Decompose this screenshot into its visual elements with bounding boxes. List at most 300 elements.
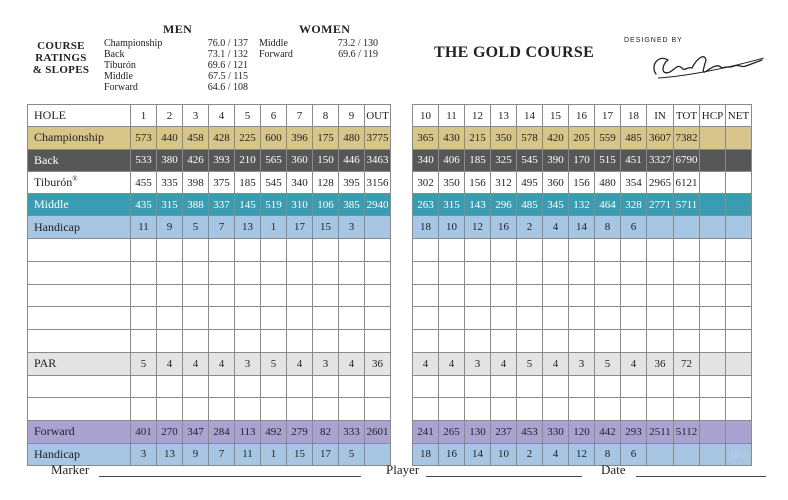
score-cell[interactable]	[131, 375, 157, 398]
score-cell[interactable]	[365, 375, 391, 398]
value-cell: 4	[543, 353, 569, 375]
score-cell[interactable]	[313, 375, 339, 398]
men-tee-name: Tiburón	[104, 60, 136, 71]
score-cell[interactable]	[131, 330, 157, 353]
score-cell[interactable]	[726, 284, 752, 307]
row-label-text: PAR	[34, 356, 57, 371]
value-cell: 293	[621, 421, 647, 443]
score-cell[interactable]	[157, 330, 183, 353]
entry-cell[interactable]	[726, 127, 752, 149]
score-cell[interactable]	[569, 375, 595, 398]
score-cell[interactable]	[700, 398, 726, 421]
value-cell: 2	[157, 105, 183, 127]
entry-cell[interactable]: HCP	[700, 105, 726, 127]
score-cell[interactable]	[287, 238, 313, 261]
score-cell[interactable]	[674, 261, 700, 284]
value-cell: 3775	[365, 127, 391, 149]
scorecard-table	[27, 104, 752, 466]
score-cell[interactable]	[261, 307, 287, 330]
value-cell: 12	[465, 105, 491, 127]
score-cell[interactable]	[465, 261, 491, 284]
value-cell: 1	[131, 105, 157, 127]
middle-row	[28, 194, 752, 216]
score-cell[interactable]	[647, 375, 674, 398]
value-cell: 398	[183, 171, 209, 193]
row-label	[28, 421, 131, 443]
score-cell[interactable]	[209, 238, 235, 261]
score-cell[interactable]	[700, 284, 726, 307]
entry-cell[interactable]	[700, 216, 726, 238]
value-cell: 545	[261, 171, 287, 193]
value-cell: 578	[517, 127, 543, 149]
value-cell: 396	[287, 127, 313, 149]
value-cell: 310	[287, 194, 313, 216]
score-cell[interactable]	[543, 375, 569, 398]
score-cell[interactable]	[569, 238, 595, 261]
value-cell: 7382	[674, 127, 700, 149]
score-cell[interactable]	[674, 375, 700, 398]
score-cell[interactable]	[543, 261, 569, 284]
value-cell: 4	[339, 353, 365, 375]
score-cell[interactable]	[413, 375, 439, 398]
value-cell: 464	[595, 194, 621, 216]
score-cell[interactable]	[621, 375, 647, 398]
men-tee-value: 67.5 / 115	[208, 71, 248, 82]
score-cell[interactable]	[543, 238, 569, 261]
score-cell[interactable]	[287, 398, 313, 421]
score-cell[interactable]	[287, 330, 313, 353]
score-cell[interactable]	[465, 375, 491, 398]
score-cell[interactable]	[261, 261, 287, 284]
score-cell[interactable]	[131, 261, 157, 284]
score-cell[interactable]	[157, 284, 183, 307]
score-cell[interactable]	[569, 284, 595, 307]
score-cell[interactable]	[287, 307, 313, 330]
score-cell[interactable]	[595, 375, 621, 398]
value-cell: 5	[517, 353, 543, 375]
score-cell[interactable]	[235, 307, 261, 330]
score-cell[interactable]	[339, 261, 365, 284]
score-cell[interactable]	[365, 284, 391, 307]
score-cell[interactable]	[700, 261, 726, 284]
value-cell: 406	[439, 149, 465, 171]
score-cell[interactable]	[595, 284, 621, 307]
score-cell[interactable]	[183, 284, 209, 307]
score-cell[interactable]	[491, 330, 517, 353]
men-tee-name: Forward	[104, 82, 138, 93]
entry-cell[interactable]	[726, 149, 752, 171]
score-cell[interactable]	[491, 261, 517, 284]
score-cell[interactable]	[235, 375, 261, 398]
score-cell[interactable]	[674, 307, 700, 330]
score-cell[interactable]	[413, 238, 439, 261]
value-cell: 270	[157, 421, 183, 443]
score-cell[interactable]	[287, 375, 313, 398]
value-cell: 12	[465, 216, 491, 238]
gap-cell	[391, 307, 413, 330]
score-cell[interactable]	[439, 375, 465, 398]
score-cell[interactable]	[621, 261, 647, 284]
score-cell[interactable]	[439, 284, 465, 307]
value-cell: 130	[465, 421, 491, 443]
score-cell[interactable]	[569, 398, 595, 421]
score-cell[interactable]	[235, 238, 261, 261]
score-cell[interactable]	[569, 261, 595, 284]
score-cell[interactable]	[183, 330, 209, 353]
score-cell[interactable]	[157, 398, 183, 421]
score-cell[interactable]	[465, 284, 491, 307]
value-cell: 325	[491, 149, 517, 171]
value-cell: 426	[183, 149, 209, 171]
score-cell[interactable]	[339, 284, 365, 307]
value-cell: 3327	[647, 149, 674, 171]
score-cell[interactable]	[313, 307, 339, 330]
value-cell: 380	[157, 149, 183, 171]
score-cell[interactable]	[726, 238, 752, 261]
score-cell[interactable]	[365, 261, 391, 284]
value-cell: 106	[313, 194, 339, 216]
value-cell: 442	[595, 421, 621, 443]
score-cell[interactable]	[491, 375, 517, 398]
score-cell[interactable]	[413, 398, 439, 421]
score-cell[interactable]	[647, 307, 674, 330]
value-cell: 9	[339, 105, 365, 127]
score-cell[interactable]	[209, 284, 235, 307]
score-cell[interactable]	[726, 375, 752, 398]
score-cell[interactable]	[517, 261, 543, 284]
score-cell[interactable]	[647, 238, 674, 261]
row-label	[28, 149, 131, 171]
score-cell[interactable]	[261, 330, 287, 353]
value-cell: 3156	[365, 171, 391, 193]
score-cell[interactable]	[183, 238, 209, 261]
score-cell[interactable]	[465, 238, 491, 261]
score-cell[interactable]	[313, 238, 339, 261]
score-cell[interactable]	[339, 330, 365, 353]
score-cell[interactable]	[439, 261, 465, 284]
score-cell[interactable]	[517, 330, 543, 353]
entry-cell[interactable]	[700, 353, 726, 375]
value-cell: 12	[569, 443, 595, 465]
value-cell: 296	[491, 194, 517, 216]
score-cell[interactable]	[595, 261, 621, 284]
score-cell[interactable]	[313, 261, 339, 284]
value-cell: 113	[235, 421, 261, 443]
score-cell[interactable]	[439, 330, 465, 353]
score-cell[interactable]	[621, 307, 647, 330]
ratings-title-line: RATINGS	[35, 52, 87, 64]
score-cell[interactable]	[209, 398, 235, 421]
value-cell: 453	[517, 421, 543, 443]
score-cell[interactable]	[517, 307, 543, 330]
score-cell[interactable]	[439, 398, 465, 421]
score-cell[interactable]	[621, 330, 647, 353]
handicap-row	[28, 216, 752, 238]
entry-cell[interactable]	[700, 443, 726, 465]
score-cell[interactable]	[700, 238, 726, 261]
score-cell[interactable]	[261, 238, 287, 261]
score-cell[interactable]	[647, 284, 674, 307]
score-cell[interactable]	[595, 398, 621, 421]
score-cell[interactable]	[674, 284, 700, 307]
value-cell: 11	[235, 443, 261, 465]
score-cell[interactable]	[209, 375, 235, 398]
score-cell[interactable]	[569, 307, 595, 330]
score-cell[interactable]	[365, 330, 391, 353]
value-cell: 390	[543, 149, 569, 171]
value-cell: 15	[543, 105, 569, 127]
score-cell[interactable]	[339, 375, 365, 398]
score-cell[interactable]	[157, 261, 183, 284]
score-cell[interactable]	[413, 261, 439, 284]
score-cell[interactable]	[131, 307, 157, 330]
score-cell[interactable]	[674, 330, 700, 353]
score-cell[interactable]	[647, 330, 674, 353]
value-cell: 3	[339, 216, 365, 238]
blank-score-row	[28, 307, 752, 330]
score-cell[interactable]	[365, 398, 391, 421]
score-cell[interactable]	[313, 398, 339, 421]
score-cell[interactable]	[700, 375, 726, 398]
score-cell[interactable]	[339, 398, 365, 421]
score-cell[interactable]	[413, 330, 439, 353]
score-cell[interactable]	[621, 398, 647, 421]
entry-cell[interactable]	[726, 421, 752, 443]
score-cell[interactable]	[235, 261, 261, 284]
score-cell[interactable]	[157, 238, 183, 261]
score-cell[interactable]	[543, 330, 569, 353]
score-cell[interactable]	[157, 307, 183, 330]
score-cell[interactable]	[131, 284, 157, 307]
value-cell: 2	[517, 443, 543, 465]
marker-label: Marker	[51, 462, 90, 477]
score-cell[interactable]	[491, 238, 517, 261]
value-cell	[365, 216, 391, 238]
score-cell[interactable]	[700, 307, 726, 330]
value-cell: 2940	[365, 194, 391, 216]
score-cell[interactable]	[621, 238, 647, 261]
gap-cell	[391, 421, 413, 443]
score-cell[interactable]	[543, 307, 569, 330]
gap-cell	[391, 398, 413, 421]
value-cell: 16	[439, 443, 465, 465]
score-cell[interactable]	[339, 238, 365, 261]
score-cell[interactable]	[183, 307, 209, 330]
value-cell: 13	[235, 216, 261, 238]
entry-cell[interactable]	[726, 171, 752, 193]
score-cell[interactable]	[209, 330, 235, 353]
date-line[interactable]	[636, 476, 766, 477]
score-cell[interactable]	[261, 375, 287, 398]
value-cell: 480	[339, 127, 365, 149]
value-cell: 480	[595, 171, 621, 193]
value-cell: 4	[413, 353, 439, 375]
gap-cell	[391, 330, 413, 353]
entry-cell[interactable]	[700, 149, 726, 171]
score-cell[interactable]	[595, 307, 621, 330]
entry-cell[interactable]: NET	[726, 105, 752, 127]
value-cell: 451	[621, 149, 647, 171]
score-cell[interactable]	[131, 398, 157, 421]
score-cell[interactable]	[647, 398, 674, 421]
value-cell: 3463	[365, 149, 391, 171]
entry-cell[interactable]	[726, 353, 752, 375]
value-cell: 2601	[365, 421, 391, 443]
value-cell: 13	[491, 105, 517, 127]
score-cell[interactable]	[413, 307, 439, 330]
score-cell[interactable]	[491, 307, 517, 330]
score-cell[interactable]	[517, 375, 543, 398]
entry-cell[interactable]	[700, 194, 726, 216]
entry-cell[interactable]	[726, 443, 752, 465]
value-cell: 6	[621, 443, 647, 465]
score-cell[interactable]	[413, 284, 439, 307]
men-tee-values	[196, 38, 248, 93]
value-cell: 515	[595, 149, 621, 171]
value-cell: 265	[439, 421, 465, 443]
blank-score-row	[28, 261, 752, 284]
value-cell: 350	[439, 171, 465, 193]
score-cell	[28, 330, 131, 353]
value-cell: 2	[517, 216, 543, 238]
ratings-title	[26, 40, 96, 76]
score-cell[interactable]	[313, 330, 339, 353]
value-cell: 395	[339, 171, 365, 193]
value-cell: 11	[439, 105, 465, 127]
forward-row	[28, 421, 752, 443]
score-cell[interactable]	[235, 284, 261, 307]
value-cell: TOT	[674, 105, 700, 127]
score-cell[interactable]	[183, 398, 209, 421]
value-cell: 330	[543, 421, 569, 443]
score-cell[interactable]	[439, 307, 465, 330]
value-cell: 5	[131, 353, 157, 375]
score-cell[interactable]	[183, 375, 209, 398]
entry-cell[interactable]	[700, 127, 726, 149]
score-cell[interactable]	[543, 284, 569, 307]
score-cell[interactable]	[365, 307, 391, 330]
score-cell[interactable]	[517, 238, 543, 261]
value-cell: 205	[569, 127, 595, 149]
row-label-text: Championship	[34, 130, 105, 145]
score-cell[interactable]	[674, 238, 700, 261]
score-cell[interactable]	[465, 307, 491, 330]
score-cell[interactable]	[261, 284, 287, 307]
score-cell[interactable]	[491, 398, 517, 421]
blank-score-row	[28, 375, 752, 398]
value-cell: 10	[439, 216, 465, 238]
score-cell[interactable]	[235, 398, 261, 421]
value-cell: 365	[413, 127, 439, 149]
value-cell: 18	[413, 443, 439, 465]
value-cell: 132	[569, 194, 595, 216]
score-cell[interactable]	[465, 398, 491, 421]
row-label	[28, 171, 131, 193]
version-mark: 12/12	[730, 451, 747, 460]
score-cell[interactable]	[569, 330, 595, 353]
gap-cell	[391, 375, 413, 398]
value-cell: 16	[491, 216, 517, 238]
score-cell[interactable]	[131, 238, 157, 261]
score-cell[interactable]	[465, 330, 491, 353]
row-label	[28, 353, 131, 375]
score-cell[interactable]	[517, 284, 543, 307]
value-cell: 360	[543, 171, 569, 193]
designer-signature	[648, 46, 768, 86]
value-cell: 6121	[674, 171, 700, 193]
entry-cell[interactable]	[700, 171, 726, 193]
score-cell[interactable]	[365, 238, 391, 261]
score-cell[interactable]	[439, 238, 465, 261]
value-cell: 263	[413, 194, 439, 216]
score-cell[interactable]	[726, 398, 752, 421]
value-cell: 4	[543, 443, 569, 465]
row-label-text: HOLE	[34, 108, 66, 123]
gap-cell	[391, 261, 413, 284]
score-cell[interactable]	[700, 330, 726, 353]
entry-cell[interactable]	[726, 216, 752, 238]
row-label-text: Back	[34, 152, 59, 167]
value-cell: 428	[209, 127, 235, 149]
player-line[interactable]	[426, 476, 582, 477]
score-cell	[28, 238, 131, 261]
score-cell[interactable]	[313, 284, 339, 307]
score-cell[interactable]	[287, 261, 313, 284]
value-cell: 36	[647, 353, 674, 375]
value-cell: 485	[621, 127, 647, 149]
value-cell: 10	[413, 105, 439, 127]
championship-row	[28, 127, 752, 149]
marker-line[interactable]	[99, 476, 361, 477]
score-cell[interactable]	[674, 398, 700, 421]
men-tee-value: 76.0 / 137	[207, 38, 248, 49]
value-cell: 4	[157, 353, 183, 375]
score-cell[interactable]	[287, 284, 313, 307]
gap-cell	[391, 238, 413, 261]
value-cell: 170	[569, 149, 595, 171]
score-cell[interactable]	[595, 330, 621, 353]
score-cell[interactable]	[209, 261, 235, 284]
score-cell[interactable]	[726, 261, 752, 284]
score-cell[interactable]	[726, 307, 752, 330]
score-cell[interactable]	[261, 398, 287, 421]
value-cell: 8	[595, 216, 621, 238]
score-cell[interactable]	[595, 238, 621, 261]
score-cell[interactable]	[647, 261, 674, 284]
score-cell[interactable]	[726, 330, 752, 353]
value-cell: 185	[235, 171, 261, 193]
score-cell[interactable]	[491, 284, 517, 307]
value-cell: 492	[261, 421, 287, 443]
value-cell: 156	[569, 171, 595, 193]
score-cell[interactable]	[183, 261, 209, 284]
entry-cell[interactable]	[700, 421, 726, 443]
value-cell: 347	[183, 421, 209, 443]
score-cell	[28, 261, 131, 284]
score-cell[interactable]	[621, 284, 647, 307]
score-cell	[28, 375, 131, 398]
score-cell[interactable]	[339, 307, 365, 330]
score-cell[interactable]	[517, 398, 543, 421]
value-cell: 455	[131, 171, 157, 193]
score-cell[interactable]	[157, 375, 183, 398]
row-label	[28, 127, 131, 149]
value-cell: 5	[261, 353, 287, 375]
score-cell[interactable]	[209, 307, 235, 330]
score-cell[interactable]	[543, 398, 569, 421]
score-cell[interactable]	[235, 330, 261, 353]
entry-cell[interactable]	[726, 194, 752, 216]
